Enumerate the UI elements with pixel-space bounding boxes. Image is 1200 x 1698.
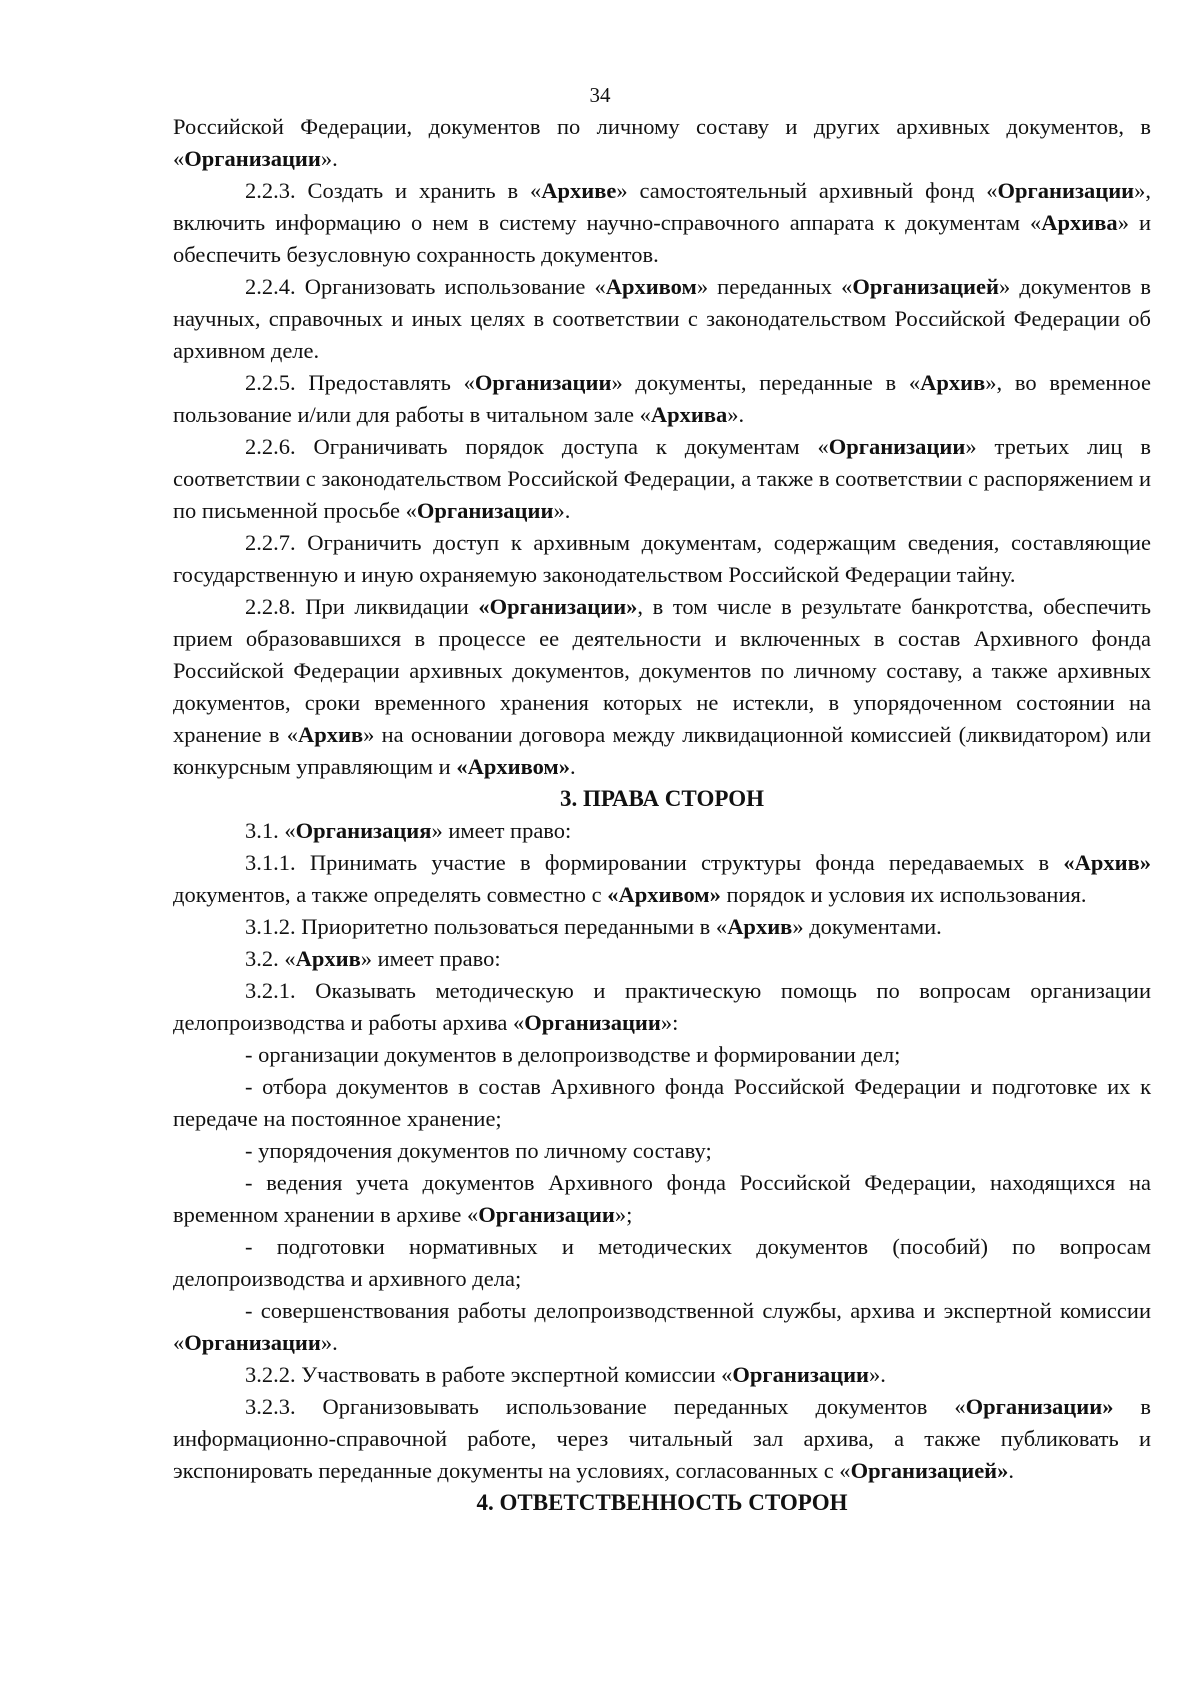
text-run: в информационно-справочной работе, через читальный зал архива, а также публиковать и экспонировать переданные документы на условиях, согласованных с « xyxy=(173,1394,1152,1483)
paragraph xyxy=(173,975,1151,1039)
paragraph xyxy=(173,527,1151,591)
text-run: 2.2.8. При ликвидации xyxy=(245,594,479,619)
text-run: » документов в научных, справочных и иных целях в соответствии с законодательством Российской Федерации об архивном деле. xyxy=(173,274,1151,363)
paragraph xyxy=(173,431,1151,527)
text-run: » самостоятельный архивный фонд « xyxy=(616,178,998,203)
text-run: 3.1.1. Принимать участие в формировании структуры фонда передаваемых в xyxy=(245,850,1064,875)
text-run: документов, а также определять совместно с xyxy=(173,882,608,907)
text-run: - подготовки нормативных и методических документов (пособий) по вопросам делопроизводства и архивного дела; xyxy=(173,1234,1151,1291)
bold-text: 3. ПРАВА СТОРОН xyxy=(559,786,765,811)
bold-text: Организация xyxy=(295,818,432,843)
text-run: » документы, переданные в « xyxy=(611,370,921,395)
paragraph xyxy=(173,847,1151,911)
text-run: . xyxy=(1008,1458,1015,1483)
paragraph xyxy=(173,815,1151,847)
bold-text: Организации xyxy=(732,1362,870,1387)
paragraph xyxy=(173,591,1151,783)
text-run: » третьих лиц в соответствии с законодательством Российской Федерации, а также в соответствии с распоряжением и по письменной просьбе « xyxy=(173,434,1151,523)
text-run: » документами. xyxy=(792,914,942,939)
text-run: »; xyxy=(614,1202,633,1227)
bold-text: Организации» xyxy=(965,1394,1114,1419)
bold-text: Организации xyxy=(184,1330,321,1355)
text-run: ». xyxy=(553,498,571,523)
bold-text: Архив xyxy=(295,946,361,971)
bold-text: Архивом xyxy=(605,274,697,299)
text-run: 3.2.2. Участвовать в работе экспертной комиссии « xyxy=(245,1362,733,1387)
paragraph xyxy=(173,1359,1151,1391)
section-heading xyxy=(173,783,1151,815)
text-run: ». xyxy=(320,146,338,171)
bold-text: 4. ОТВЕТСТВЕННОСТЬ СТОРОН xyxy=(476,1490,848,1515)
bold-text: «Архив» xyxy=(1063,850,1151,875)
bold-text: Организацией xyxy=(852,274,999,299)
bold-text: Архив xyxy=(297,722,364,747)
paragraph xyxy=(173,911,1151,943)
bold-text: Организации xyxy=(524,1010,661,1035)
text-run: , в том числе в результате банкротства, обеспечить прием образовавшихся в процессе ее деятельности и включенных в состав Архивного фонда Российской Федерации архивных документов, документов по личному составу, а также архивных документов, сроки временного хранения которых не истекли, в упорядоченном состоянии на хранение в « xyxy=(173,594,1151,747)
bold-text: Организации xyxy=(474,370,612,395)
bold-text: «Архивом» xyxy=(456,754,570,779)
page-number: 34 xyxy=(589,83,611,107)
text-run: » имеет право: xyxy=(360,946,501,971)
paragraph xyxy=(173,1167,1151,1231)
text-run: 3.2.3. Организовывать использование переданных документов « xyxy=(245,1394,966,1419)
text-run: ». xyxy=(320,1330,338,1355)
text-run: 3.1.2. Приоритетно пользоваться переданными в « xyxy=(245,914,728,939)
text-run: порядок и условия их использования. xyxy=(720,882,1087,907)
text-run: » и обеспечить безусловную сохранность документов. xyxy=(173,210,1151,267)
paragraph xyxy=(173,943,1151,975)
paragraph xyxy=(173,1071,1151,1135)
bold-text: Организации xyxy=(184,146,321,171)
text-run: », во временное пользование и/или для работы в читальном зале « xyxy=(173,370,1151,427)
paragraph xyxy=(173,271,1151,367)
paragraph xyxy=(173,1135,1151,1167)
bold-text: Архиве xyxy=(541,178,617,203)
text-run: ». xyxy=(869,1362,886,1387)
document-body xyxy=(173,111,1151,1519)
text-run: 2.2.6. Ограничивать порядок доступа к документам « xyxy=(245,434,829,459)
bold-text: Архива xyxy=(1041,210,1118,235)
text-run: Российской Федерации, документов по личному составу и других архивных документов, в « xyxy=(173,114,1151,171)
text-run: », включить информацию о нем в систему научно-справочного аппарата к документам « xyxy=(173,178,1151,235)
text-run: . xyxy=(569,754,576,779)
paragraph xyxy=(173,1039,1151,1071)
section-heading xyxy=(173,1487,1151,1519)
text-run: 2.2.3. Создать и хранить в « xyxy=(245,178,542,203)
text-run: 3.2. « xyxy=(245,946,296,971)
paragraph xyxy=(173,1231,1151,1295)
paragraph xyxy=(173,367,1151,431)
bold-text: Организацией» xyxy=(850,1458,1009,1483)
paragraph xyxy=(173,111,1151,175)
bold-text: Организации xyxy=(997,178,1135,203)
text-run: 2.2.7. Ограничить доступ к архивным документам, содержащим сведения, составляющие государственную и иную охраняемую законодательством Российской Федерации тайну. xyxy=(173,530,1151,587)
paragraph xyxy=(173,175,1151,271)
text-run: - отбора документов в состав Архивного фонда Российской Федерации и подготовке их к передаче на постоянное хранение; xyxy=(173,1074,1151,1131)
bold-text: Организации xyxy=(416,498,554,523)
bold-text: Организации xyxy=(478,1202,615,1227)
text-run: - организации документов в делопроизводстве и формировании дел; xyxy=(245,1042,901,1067)
text-run: 2.2.5. Предоставлять « xyxy=(245,370,475,395)
bold-text: Архив xyxy=(920,370,986,395)
bold-text: Организации xyxy=(828,434,966,459)
bold-text: «Архивом» xyxy=(607,882,721,907)
text-run: » переданных « xyxy=(696,274,853,299)
text-run: - совершенствования работы делопроизводственной службы, архива и экспертной комиссии « xyxy=(173,1298,1151,1355)
paragraph xyxy=(173,1295,1151,1359)
text-run: » имеет право: xyxy=(431,818,572,843)
paragraph xyxy=(173,1391,1151,1487)
text-run: 3.2.1. Оказывать методическую и практическую помощь по вопросам организации делопроизводства и работы архива « xyxy=(173,978,1151,1035)
bold-text: Архива xyxy=(650,402,728,427)
text-run: »: xyxy=(660,1010,679,1035)
bold-text: Архив xyxy=(727,914,793,939)
text-run: ». xyxy=(727,402,745,427)
text-run: » на основании договора между ликвидационной комиссией (ликвидатором) или конкурсным управляющим и xyxy=(173,722,1151,779)
text-run: - упорядочения документов по личному составу; xyxy=(245,1138,712,1163)
text-run: 3.1. « xyxy=(245,818,296,843)
text-run: 2.2.4. Организовать использование « xyxy=(245,274,606,299)
bold-text: «Организации» xyxy=(478,594,638,619)
text-run: - ведения учета документов Архивного фонда Российской Федерации, находящихся на временном хранении в архиве « xyxy=(173,1170,1151,1227)
